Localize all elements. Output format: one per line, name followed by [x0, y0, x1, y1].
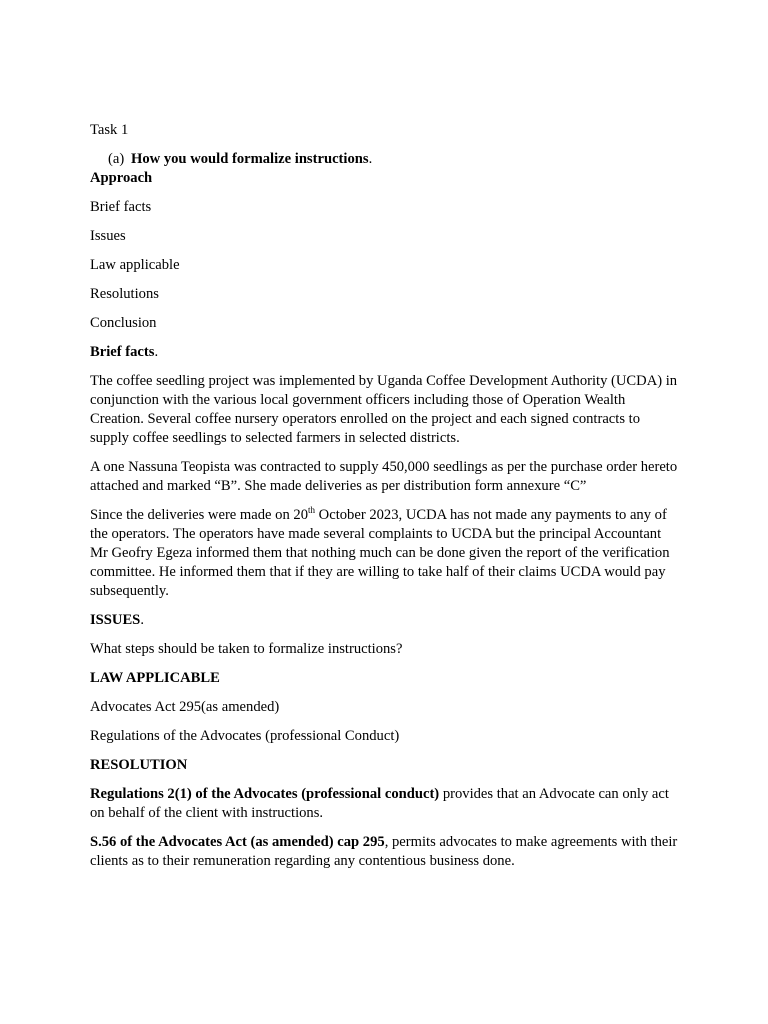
task-title: Task 1 [90, 122, 129, 138]
approach-heading: Approach [90, 170, 153, 186]
brief-facts-paragraph-3: Since the deliveries were made on 20th October 2023, UCDA has not made any payments to any of the operators. The operators have made several complaints to UCDA but the principal Accountant Mr Geofry Egeza informed them that nothing much can be done given the report of the verification committee. He informed them that if they are willing to take half of their claims UCDA would pay subsequently. [90, 505, 670, 599]
issues-text: What steps should be taken to formalize instructions? [90, 641, 403, 657]
brief-facts-paragraph-1: The coffee seedling project was implemented by Uganda Coffee Development Authority (UCDA) in conjunction with the various local government officers including those of Operation Wealth Creation. Several coffee nursery operators enrolled on the project and each signed contracts to supply coffee seedlings to selected farmers in selected districts. [90, 373, 678, 446]
resolution-paragraph-2: S.56 of the Advocates Act (as amended) cap 295, permits advocates to make agreements with their clients as to their remuneration regarding any contentious business done. [90, 834, 678, 869]
brief-facts-heading: Brief facts. [90, 344, 159, 360]
item-a-marker: (a) [108, 151, 125, 167]
resolution-heading: RESOLUTION [90, 757, 188, 773]
law-item-regulations: Regulations of the Advocates (professional Conduct) [90, 728, 400, 744]
approach-item-conclusion: Conclusion [90, 315, 157, 331]
document-page [90, 121, 678, 881]
issues-heading: ISSUES. [90, 612, 144, 628]
approach-item-resolutions: Resolutions [90, 286, 159, 302]
item-a-heading: How you would formalize instructions [131, 151, 369, 167]
item-a-punct: . [368, 151, 373, 167]
approach-item-issues: Issues [90, 228, 126, 244]
law-applicable-heading: LAW APPLICABLE [90, 670, 220, 686]
item-a [90, 150, 678, 169]
approach-item-law-applicable: Law applicable [90, 257, 180, 273]
resolution-paragraph-1: Regulations 2(1) of the Advocates (professional conduct) provides that an Advocate can only act on behalf of the client with instructions. [90, 786, 669, 821]
brief-facts-paragraph-2: A one Nassuna Teopista was contracted to supply 450,000 seedlings as per the purchase order hereto attached and marked “B”. She made deliveries as per distribution form annexure “C” [90, 459, 678, 494]
approach-item-brief-facts: Brief facts [90, 199, 152, 215]
law-item-advocates-act: Advocates Act 295(as amended) [90, 699, 280, 715]
